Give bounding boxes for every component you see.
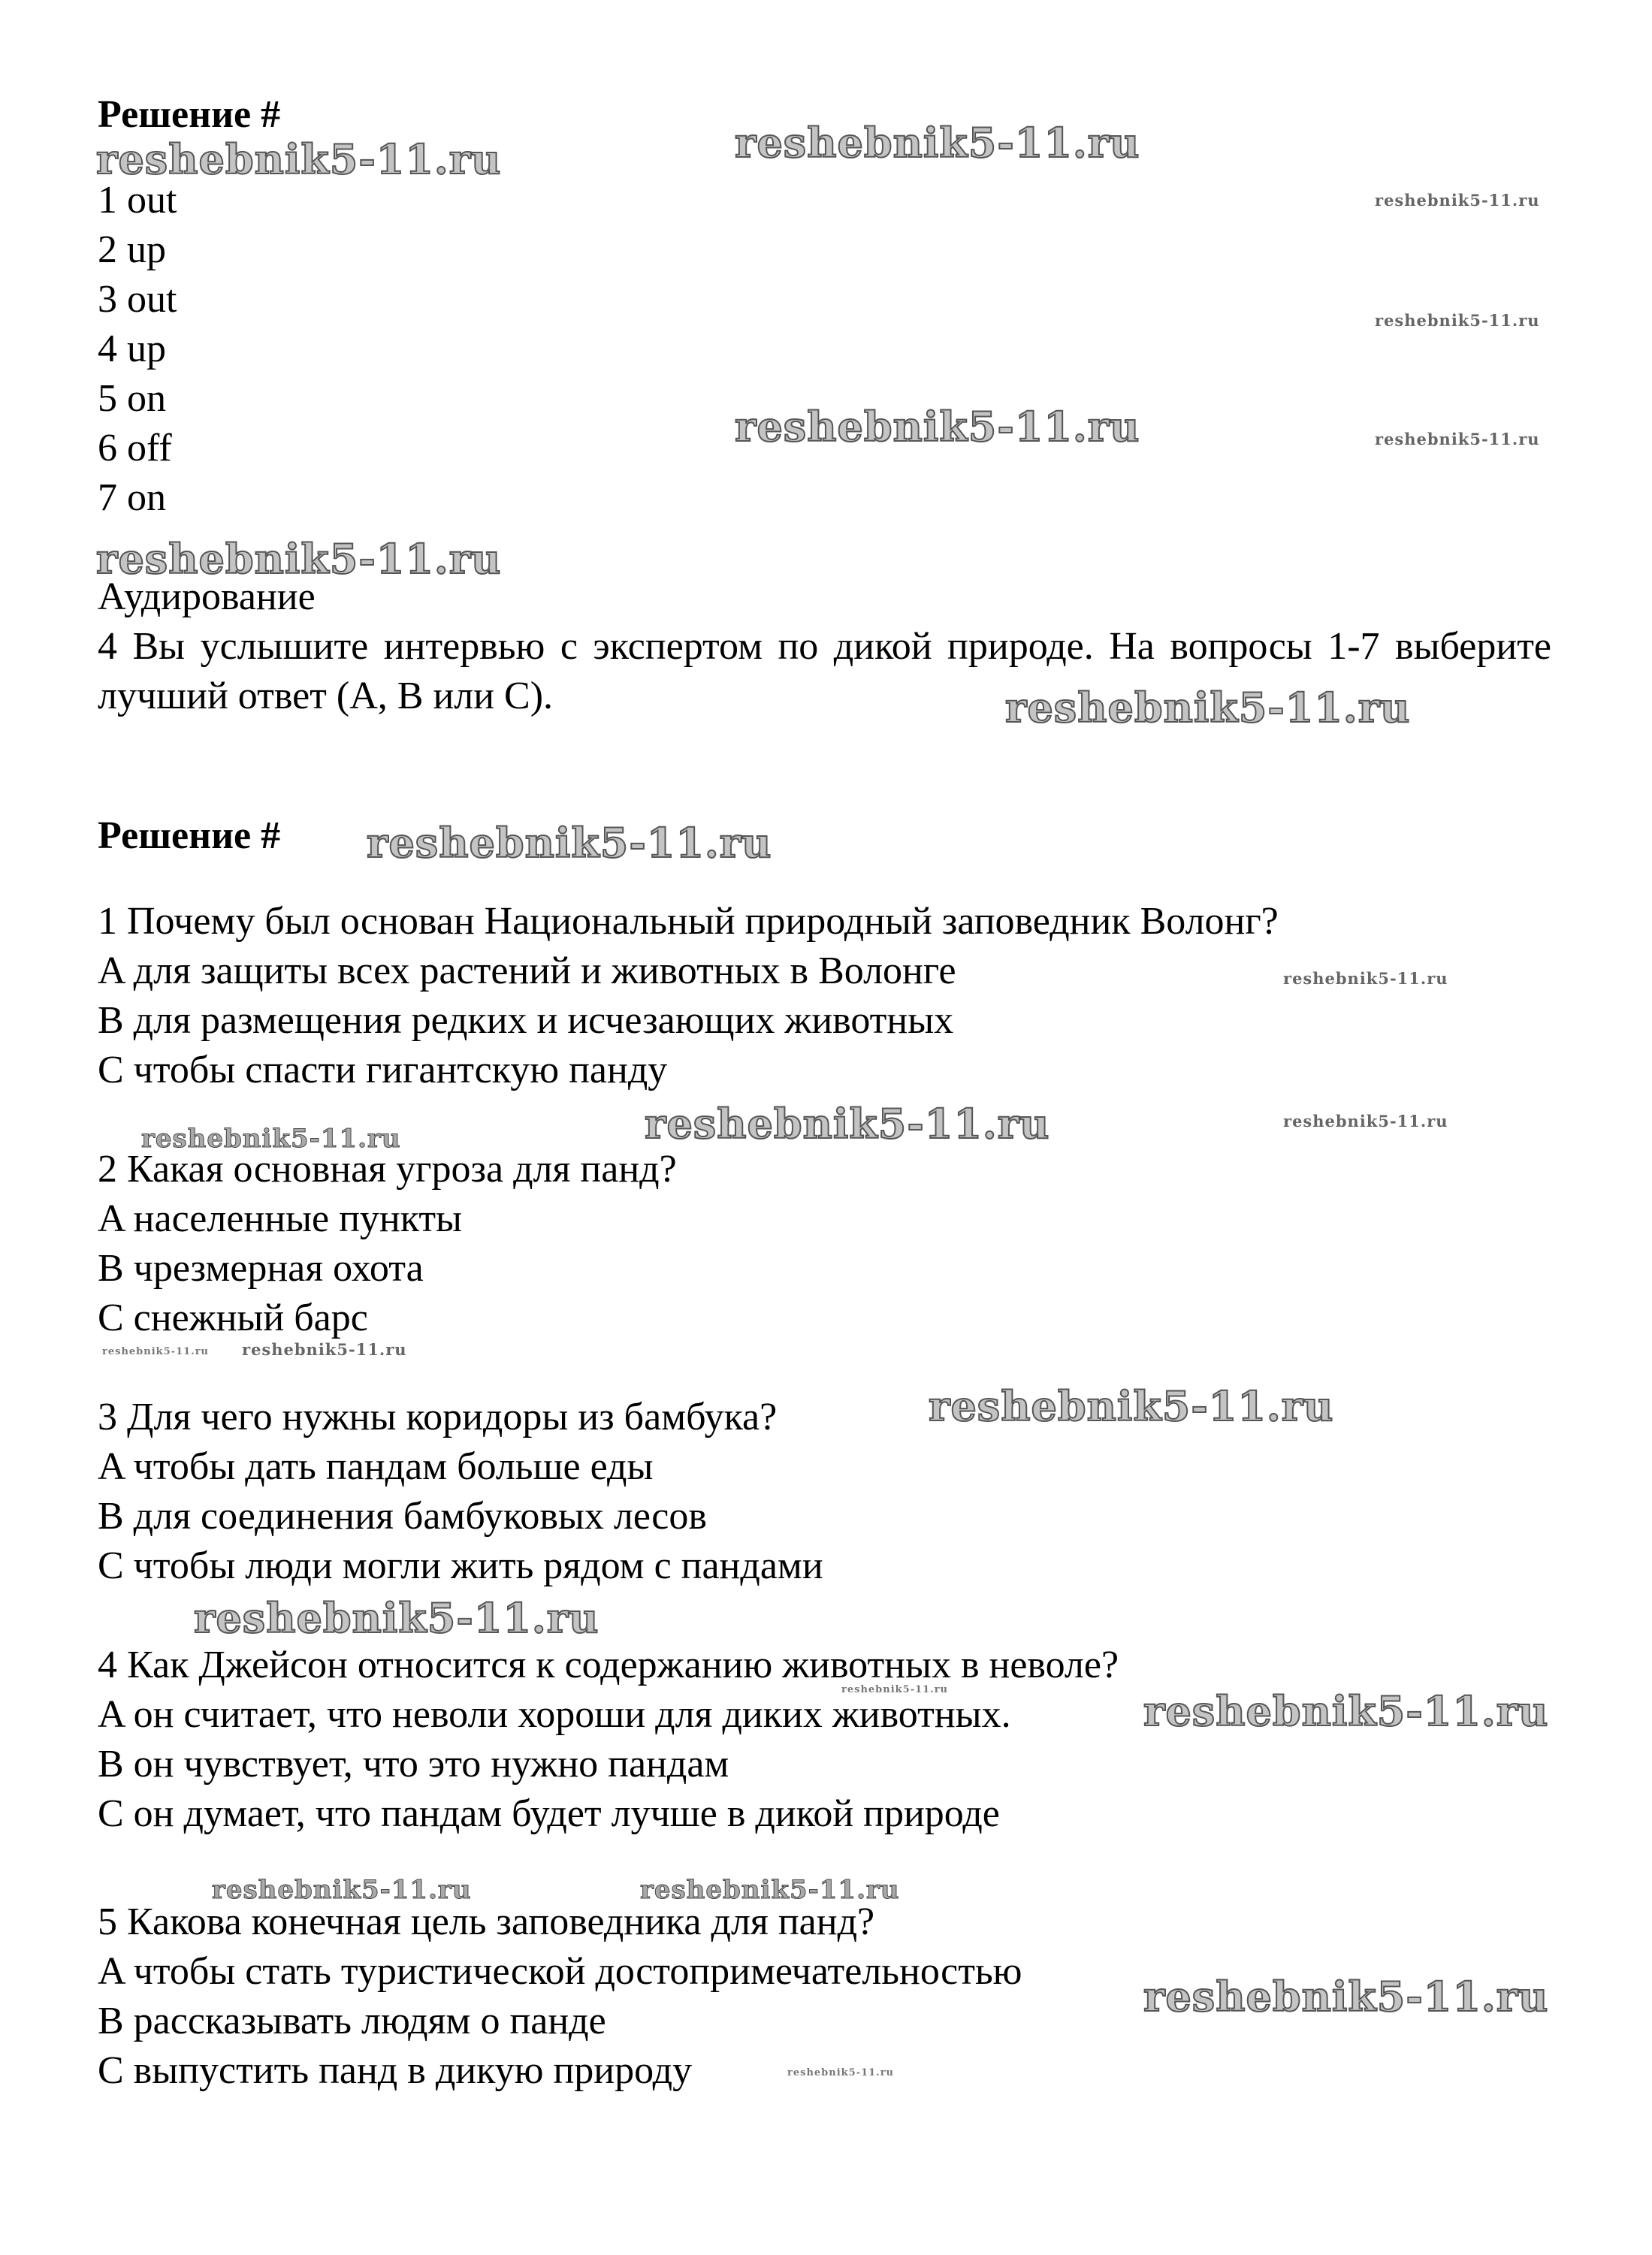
question-1: 1 Почему был основан Национальный природный заповедник Волонг?: [98, 900, 1279, 943]
question-1-option-a: A для защиты всех растений и животных в Волонге: [98, 949, 956, 992]
question-2-option-a: A населенные пункты: [98, 1197, 462, 1240]
watermark: reshebnik5-11.ru: [735, 119, 1140, 167]
question-4-option-a: A он считает, что неволи хороши для диких животных.: [98, 1693, 1011, 1736]
watermark: reshebnik5-11.ru: [96, 135, 502, 183]
answer-line-5: 5 on: [98, 377, 166, 420]
watermark: reshebnik5-11.ru: [929, 1382, 1334, 1430]
watermark: reshebnik5-11.ru: [640, 1875, 900, 1905]
answer-line-3: 3 out: [98, 278, 177, 321]
question-2-option-b: B чрезмерная охота: [98, 1247, 424, 1290]
question-3-option-c: C чтобы люди могли жить рядом с пандами: [98, 1544, 823, 1587]
watermark: reshebnik5-11.ru: [1143, 1973, 1549, 2021]
watermark: reshebnik5-11.ru: [1283, 1112, 1448, 1131]
watermark: reshebnik5-11.ru: [1375, 311, 1540, 330]
listening-task: 4 Вы услышите интервью с экспертом по дикой природе. На вопросы 1-7 выберите лучший ответ (A, B или C).: [98, 625, 1551, 717]
watermark: reshebnik5-11.ru: [645, 1100, 1050, 1148]
question-2: 2 Какая основная угроза для панд?: [98, 1148, 677, 1191]
watermark: reshebnik5-11.ru: [96, 535, 502, 583]
answer-line-2: 2 up: [98, 228, 166, 271]
watermark: reshebnik5-11.ru: [1375, 191, 1540, 210]
watermark: reshebnik5-11.ru: [735, 403, 1140, 451]
question-4-option-b: B он чувствует, что это нужно пандам: [98, 1743, 729, 1786]
question-3-option-a: A чтобы дать пандам больше еды: [98, 1445, 654, 1488]
watermark: reshebnik5-11.ru: [787, 2067, 895, 2078]
question-4: 4 Как Джейсон относится к содержанию животных в неволе?: [98, 1644, 1119, 1686]
question-2-option-c: C снежный барс: [98, 1297, 368, 1339]
watermark: reshebnik5-11.ru: [367, 819, 772, 867]
watermark: reshebnik5-11.ru: [1143, 1687, 1549, 1735]
answer-line-1: 1 out: [98, 179, 177, 222]
question-1-option-c: C чтобы спасти гигантскую панду: [98, 1049, 668, 1091]
solution-heading-1: Решение #: [98, 93, 281, 136]
answer-line-4: 4 up: [98, 328, 166, 370]
watermark: reshebnik5-11.ru: [194, 1594, 599, 1642]
question-4-option-c: C он думает, что пандам будет лучше в дикой природе: [98, 1792, 1000, 1835]
question-5: 5 Какова конечная цель заповедника для панд?: [98, 1900, 875, 1943]
listening-title: Аудирование: [98, 575, 316, 618]
watermark: reshebnik5-11.ru: [1375, 430, 1540, 448]
question-3: 3 Для чего нужны коридоры из бамбука?: [98, 1396, 778, 1438]
watermark: reshebnik5-11.ru: [1283, 969, 1448, 988]
watermark: reshebnik5-11.ru: [212, 1875, 472, 1905]
answer-line-7: 7 on: [98, 476, 166, 519]
watermark: reshebnik5-11.ru: [242, 1340, 407, 1359]
question-5-option-b: B рассказывать людям о панде: [98, 2000, 606, 2042]
question-5-option-c: C выпустить панд в дикую природу: [98, 2049, 693, 2092]
question-1-option-b: B для размещения редких и исчезающих животных: [98, 999, 954, 1042]
watermark: reshebnik5-11.ru: [841, 1684, 949, 1695]
answer-line-6: 6 off: [98, 427, 172, 469]
question-3-option-b: B для соединения бамбуковых лесов: [98, 1495, 707, 1538]
watermark: reshebnik5-11.ru: [102, 1346, 210, 1357]
watermark: reshebnik5-11.ru: [141, 1124, 401, 1154]
question-5-option-a: A чтобы стать туристической достопримечательностью: [98, 1950, 1022, 1993]
watermark: reshebnik5-11.ru: [1005, 684, 1411, 732]
solution-heading-2: Решение #: [98, 814, 281, 857]
